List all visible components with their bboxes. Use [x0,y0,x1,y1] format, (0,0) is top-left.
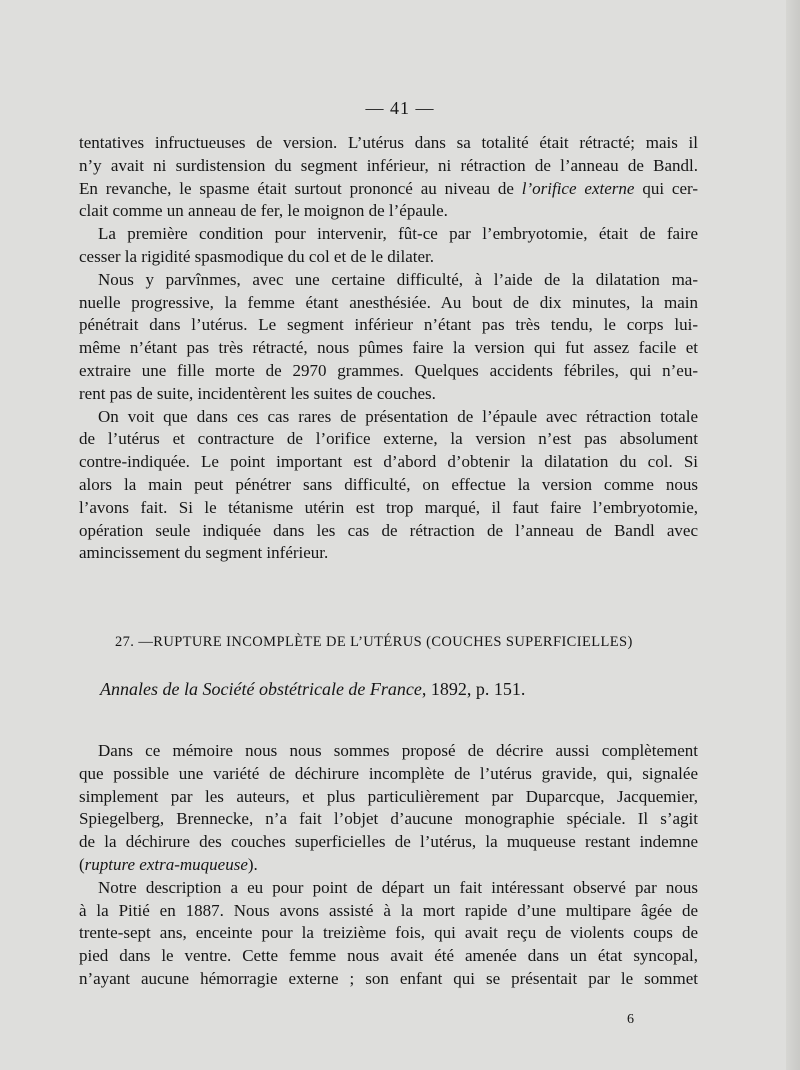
text-fragment: ). [247,854,258,874]
text-line: pénétrait dans l’utérus. Le segment inférieur n’étant pas très tendu, le corps lui- [79,315,698,335]
text-line: de la déchirure des couches superficielles de l’utérus, la muqueuse restant indemne [79,832,698,852]
text-fragment: qui cer- [634,178,699,198]
text-line: tentatives infructueuses de version. L’utérus dans sa totalité était rétracté; mais il [79,133,698,152]
text-line: Spiegelberg, Brennecke, n’a fait l’objet d’aucune monographie spéciale. Il s’agit [79,809,698,829]
text-line: opération seule indiquée dans les cas de rétraction de l’anneau de Bandl avec [79,520,698,540]
paragraph [79,132,698,223]
paragraph [79,269,698,406]
paragraph [79,877,698,991]
text-line-with-italic [79,854,698,877]
italic-term: rupture extra-muqueuse [84,854,248,874]
paragraph [79,406,698,566]
text-line: On voit que dans ces cas rares de présentation de l’épaule avec rétraction totale [98,406,698,426]
paragraph [79,740,698,877]
text-line: de l’utérus et contracture de l’orifice externe, la version n’est pas absolument [79,429,698,449]
text-block-top [79,132,698,565]
text-line: simplement par les auteurs, et plus particulièrement par Duparcque, Jacquemier, [79,786,698,806]
text-line: n’ayant aucune hémorragie externe ; son enfant qui se présentait par le sommet [79,968,698,988]
text-line: trente-sept ans, enceinte pour la treizième fois, qui avait reçu de violents coups de [79,923,698,943]
text-line: nuelle progressive, la femme étant anesthésiée. Au bout de dix minutes, la main [79,292,698,312]
text-line: contre-indiquée. Le point important est d’abord d’obtenir la dilatation du col. Si [79,452,698,472]
text-line: amincissement du segment inférieur. [79,543,329,563]
text-line: clait comme un anneau de fer, le moignon de l’épaule. [79,201,448,221]
journal-title: Annales de la Société obstétricale de France [100,679,422,699]
text-line-with-italic [79,178,698,201]
text-line: extraire une fille morte de 2970 grammes. Quelques accidents fébriles, qui n’eu- [79,360,698,380]
text-line: à la Pitié en 1887. Nous avons assisté à la mort rapide d’une multipare âgée de [79,900,698,920]
text-line: n’y avait ni surdistension du segment inférieur, ni rétraction de l’anneau de Bandl. [79,155,698,175]
text-line: La première condition pour intervenir, fût-ce par l’embryotomie, était de faire [98,224,698,244]
paragraph [79,223,698,269]
text-block-bottom [79,740,698,991]
text-line: l’avons fait. Si le tétanisme utérin est trop marqué, il faut faire l’embryotomie, [79,497,698,517]
text-line: Nous y parvînmes, avec une certaine difficulté, à l’aide de la dilatation ma- [98,269,698,289]
citation-details: , 1892, p. 151. [421,679,526,699]
citation [100,679,620,700]
text-fragment: En revanche, le spasme était surtout prononcé au niveau de [79,178,522,198]
section-heading: 27. —RUPTURE INCOMPLÈTE DE L’UTÉRUS (COUCHES SUPERFICIELLES) [115,634,633,650]
text-line: que possible une variété de déchirure incomplète de l’utérus gravide, qui, signalée [79,763,698,783]
text-line: rent pas de suite, incidentèrent les suites de couches. [79,383,436,403]
signature-mark: 6 [627,1012,634,1027]
text-line: cesser la rigidité spasmodique du col et de le dilater. [79,246,434,266]
page-number: — 41 — [365,98,435,118]
text-line: Dans ce mémoire nous nous sommes proposé de décrire aussi complètement [98,741,698,760]
text-line: Notre description a eu pour point de départ un fait intéressant observé par nous [98,877,698,897]
text-line: alors la main peut pénétrer sans difficulté, on effectue la version comme nous [79,474,698,494]
text-line: pied dans le ventre. Cette femme nous avait été amenée dans un état syncopal, [79,946,698,966]
text-line: même n’étant pas très rétracté, nous pûmes faire la version qui fut assez facile et [79,338,698,358]
italic-term: l’orifice externe [521,178,635,198]
text-fragment: ( [79,854,85,874]
